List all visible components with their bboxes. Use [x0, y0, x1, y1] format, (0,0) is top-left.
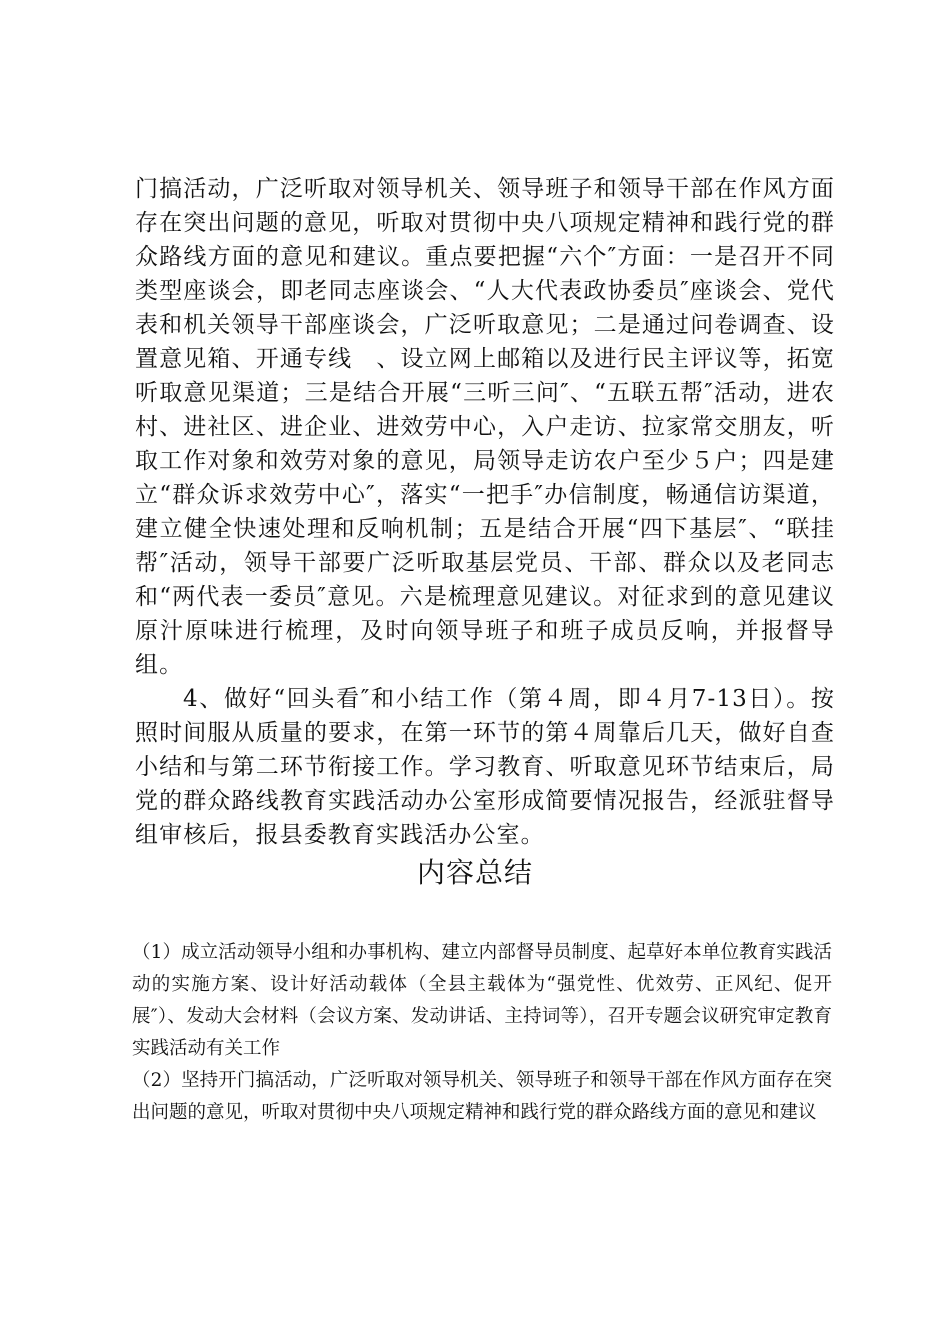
summary-section [132, 937, 832, 1129]
summary-item-2: （2）坚持开门搞活动，广泛听取对领导机关、领导班子和领导干部在作风方面存在突出问题的意见，听取对贯彻中央八项规定精神和践行党的群众路线方面的意见和建议 [132, 1070, 832, 1123]
body-text [135, 172, 835, 852]
body-paragraph-1: 门搞活动，广泛听取对领导机关、领导班子和领导干部在作风方面存在突出问题的意见，听取对贯彻中央八项规定精神和践行党的群众路线方面的意见和建议。重点要把握“六个″方面：一是召开不同类型座谈会，即老同志座谈会、“人大代表政协委员″座谈会、党代表和机关领导干部座谈会，广泛听取意见；二是通过问卷调查、设置意见箱、开通专线 、设立网上邮箱以及进行民主评议等，拓宽听取意见渠道；三是结合开展“三听三问″、“五联五帮″活动，进农村、进社区、进企业、进效劳中心，入户走访、拉家常交朋友，听取工作对象和效劳对象的意见，局领导走访农户至少５户；四是建立“群众诉求效劳中心″，落实“一把手″办信制度，畅通信访渠道，建立健全快速处理和反响机制；五是结合开展“四下基层″、“联挂帮″活动，领导干部要广泛听取基层党员、干部、群众以及老同志和“两代表一委员″意见。六是梳理意见建议。对征求到的意见建议原汁原味进行梳理，及时向领导班子和班子成员反响，并报督导组。 [135, 176, 835, 678]
summary-item-1: （1）成立活动领导小组和办事机构、建立内部督导员制度、起草好本单位教育实践活动的实施方案、设计好活动载体（全县主载体为“强党性、优效劳、正风纪、促开展″）、发动大会材料（会议方案、发动讲话、主持词等），召开专题会议研究审定教育实践活动有关工作 [132, 942, 832, 1059]
body-paragraph-2: 4、做好“回头看″和小结工作（第４周，即４月7-13日）。按照时间服从质量的要求，在第一环节的第４周靠后几天，做好自查小结和与第二环节衔接工作。学习教育、听取意见环节结束后，局党的群众路线教育实践活动办公室形成简要情况报告，经派驻督导组审核后，报县委教育实践活办公室。 [135, 686, 835, 848]
summary-title: 内容总结 [416, 856, 533, 889]
